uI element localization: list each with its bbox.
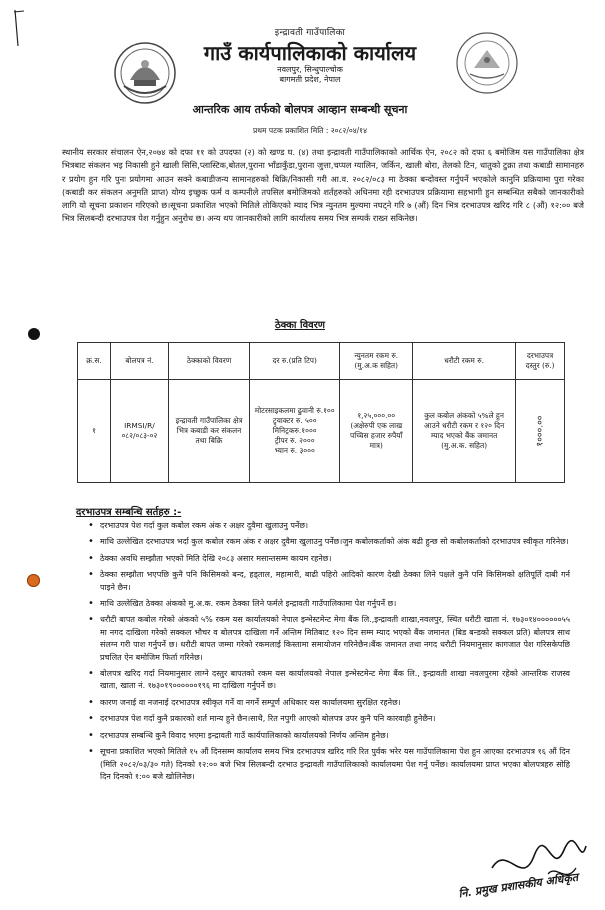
col-tender-no: बोलपत्र नं. [110,343,168,380]
cell-fee [516,380,565,483]
col-fee: दरभाउपत्र दस्तुर (रु.) [516,343,565,380]
rate-van: भ्यान रु. ३००० [274,446,315,455]
cell-deposit: कुल कबोल अंकको ५%ले हुन आउने धरौटी रकम र १२० दिन म्याद भएको बैंक जमानत (मु.अ.क. सहित) [413,380,516,483]
fee-value: १०००.०० [535,415,546,447]
cell-rates [250,380,340,483]
rate-tractor: ट्र्याक्टर रु. ५०० [272,416,317,425]
list-item: • बोलपत्र खरिद गर्दा नियमानुसार लाग्ने दस्तुर बापतको रकम यस कार्यालयको नेपाल इन्भेस्टमेन्ट मेगा बैंक लि., इन्द्रावती शाखा नवलपुरमा रहेको आन्तरिक राजस्व खाता, खाता नं. १७३०१९००००००१९६ मा दाखिला गर्नुपर्ने छ। [100,668,570,693]
rate-motorcycle: मोटरसाइकलमा ढुवानी रु.१०० [254,406,335,415]
terms-title: दरभाउपत्र सम्बन्धि सर्तहरु :- [76,507,182,518]
municipality-name: इन्द्रावती गाउँपालिका [274,28,346,38]
signatory-title: नि. प्रमुख प्रशासकीय अधिकृत [457,870,579,901]
terms-list [100,520,570,787]
col-sn: क्र.स. [78,343,111,380]
pen-mark [12,8,28,48]
table-title: ठेक्का विवरण [274,320,326,331]
address-line-1: नवलपुर, सिन्धुपाल्चोक [277,65,343,74]
list-item: • धरौटी बापत कबोल गरेको अंकको ५% रकम यस कार्यालयको नेपाल इन्भेस्टमेन्ट मेगा बैंक लि.,इन्द्रावती शाखा,नवलपुर, स्थित धरौटी खाता नं. १७३०१४००००००५५ मा नगद दाखिला गरेको सक्कल भौचर व बोलपत्र दाखिला गर्ने अन्तिम मितिबाट १२० दिन सम्म म्याद भएको बैंक जमानत (बिड बन्डको सक्कल प्रति) बोलपत्र साथ संलग्न गरी पाश गर्नुपर्ने छ। धरौटी बापत जम्मा गरेको रकमलाई किस्तामा समायोजन गरिनेछैन।बैंक जमानत तथा नगद धरौटी नियमानुसार कागजात पेश गरिसकेपछि प्रचलित ऐन बमोजिम फिर्ता गरिनेछ। [100,614,570,664]
list-item: • सूचना प्रकाशित भएको मितिले १५ औं दिनसम्म कार्यालय समय भित्र दरभाउपत्र खरिद गरि रित पुर्वक भरेर यस गाउँपालिकामा पेश हुन आएका दरभाउपत्र १६ औं दिन (मिति २०८२/०३/३० गते) दिनको १२:०० बजे भित्र सिलबन्दी दरभाउ इन्द्रावती गाउँपालिकाको कार्यालयमा पेश गर्नु पर्नेछ। कार्यालयमा प्राप्त भएका बोलपत्रहरु सोहि दिन दिनको १:०० बजे खोलिनेछ। [100,746,570,783]
col-minimum-amount: न्युनतम रकम रु.(मु.अ.क सहित) [340,343,413,380]
notice-title: आन्तरिक आय तर्फको बोलपत्र आव्हान सम्बन्धी सूचना [192,103,408,116]
list-item: • कारण जनाई वा नजनाई दरभाउपत्र स्वीकृत गर्ने वा नगर्ने सम्पूर्ण अधिकार यस कार्यालयमा सुरक्षित रहनेछ। [100,697,570,709]
list-item: • दरभाउपत्र पेश गर्दा कुनै प्रकारको शर्त मान्य हुने छैन।साथै, रित नपुगी आएको बोलपत्र उपर कुनै पनि कारवाही हुनेछैन। [100,713,570,725]
orange-dot-mark [27,574,40,587]
first-publication-date: प्रथम पटक प्रकाशित मिति : २०८२/०४/१४ [253,126,367,135]
table-header-row [78,343,565,380]
cell-sn: १ [78,380,111,483]
rate-minitruck: मिनिट्रकरु.१००० [272,426,317,435]
list-item: • दरभाउपत्र सम्बन्धि कुनै विवाद भएमा इन्द्रावती गाउँ कार्यपालिकाको कार्यालयको निर्णय अन्तिम हुनेछ। [100,730,570,742]
table-row [78,380,565,483]
list-item: • दरभाउपत्र पेश गर्दा कुल कबोल रकम अंक र अक्षर दुवैमा खुलाउनु पर्नेछ। [100,520,570,532]
contract-details-table [77,342,565,483]
list-item: • ठेक्का सम्झौता भएपछि कुनै पनि किसिमको बन्द, हड्ताल, महामारी, बाढी पहिरो आदिको कारण देखी ठेक्का लिने पक्षले कुनै पनि किसिमको क्षतिपूर्ति दाबी गर्न पाइने छैन। [100,569,570,594]
cell-description: इन्द्रावती गाउँपालिका क्षेत्र भित्र कबाडी कर संकलन तथा बिक्रि [168,380,249,483]
list-item: • माथि उल्लेखित ठेक्का अंकको मु.अ.क. रकम ठेक्का लिने फर्मले इन्द्रावती गाउँपालिकामा पेश गर्नुपर्ने छ। [100,598,570,610]
cell-tender-no: IRMSI/R/०८२/०८३-०२ [110,380,168,483]
col-description: ठेक्काको विवरण [168,343,249,380]
ink-dot [28,328,40,340]
col-rate: दर रु.(प्रति टिप) [250,343,340,380]
intro-paragraph: स्थानीय सरकार संचालन ऐन,२०७४ को दफा ११ को उपदफा (२) को खण्ड घ. (४) तथा इन्द्रावती गाउँपालिकाको आर्थिक ऐन, २०८२ को दफा ६ बमोजिम यस गाउँपालिका क्षेत्र भित्रबाट संकलन भइ निकासी हुने खाली सिसि,प्लास्टिक,बोतल,पुराना भाँडाकुँडा,पुराना जुत्ता,चप्पल ग्यालिन, जर्किन, खाली बोरा, तेलको टिन, धातुको टुक्रा तथा कबाडी सामानहरु र प्रयोग हुन गरि पुनः प्रयोगमा आउन सक्ने कबाडीजन्य सामानहरुको बिक्रि/निकासी गरी आ.व. २०८२/०८३ मा ठेक्का बन्दोवस्त गर्नुपर्ने भएकोले कानुनि प्रक्रियामा पुरा गरेका (कबाडी कर संकलन अनुमति प्राप्त) योग्य इच्छुक फर्म व कम्पनीले तपसिल बमोजिमको शर्तहरुको अधिनमा रही दरभाउपत्र प्रक्रियामा सहभागी हुन सम्बन्धित सबैको जानकारीको लागि यो सूचना प्रकाशन गरिएको छ।सूचना प्रकाशित भएको मितिले तोकिएको म्याद भित्र न्युनतम मुल्यमा नघट्ने गरि ७ (औं) दिन भित्र दरभाउपत्र खरिद गरि ८ (औं) १२:०० बजे भित्र सिलबन्दी दरभाउपत्र पेश गर्नुहुन अनुरोध छ। अन्य थप जानकारीको लागि कार्यालय समय भित्र सम्पर्क राख्न सकिनेछ। [62,147,584,224]
cell-minimum-amount: १,२५,०००.०० (अक्षेरुपी एक लाख पच्चिस हजार रुपैयाँ मात्र) [340,380,413,483]
office-name: गाउँ कार्यपालिकाको कार्यालय [203,41,417,65]
address-line-2: बागमती प्रदेश, नेपाल [279,75,341,84]
letterhead [150,28,470,85]
list-item: • ठेक्का अवधि सम्झौता भएको मिति देखि २०८३ असार मसान्तसम्म कायम रहनेछ। [100,553,570,565]
col-deposit: धरौटी रकम रु. [413,343,516,380]
rate-tipper: ट्रीपर रु. २००० [274,436,315,445]
list-item: • माथि उल्लेखित दरभाउपत्र भर्दा कुल कबोल रकम अंक र अक्षर दुवैमा खुलाउनु पर्नेछ।जुन कबोलकर्ताको अंक बढी हुन्छ सो कबोलकर्ताको दरभाउपत्र स्वीकृत गरिनेछ। [100,536,570,548]
